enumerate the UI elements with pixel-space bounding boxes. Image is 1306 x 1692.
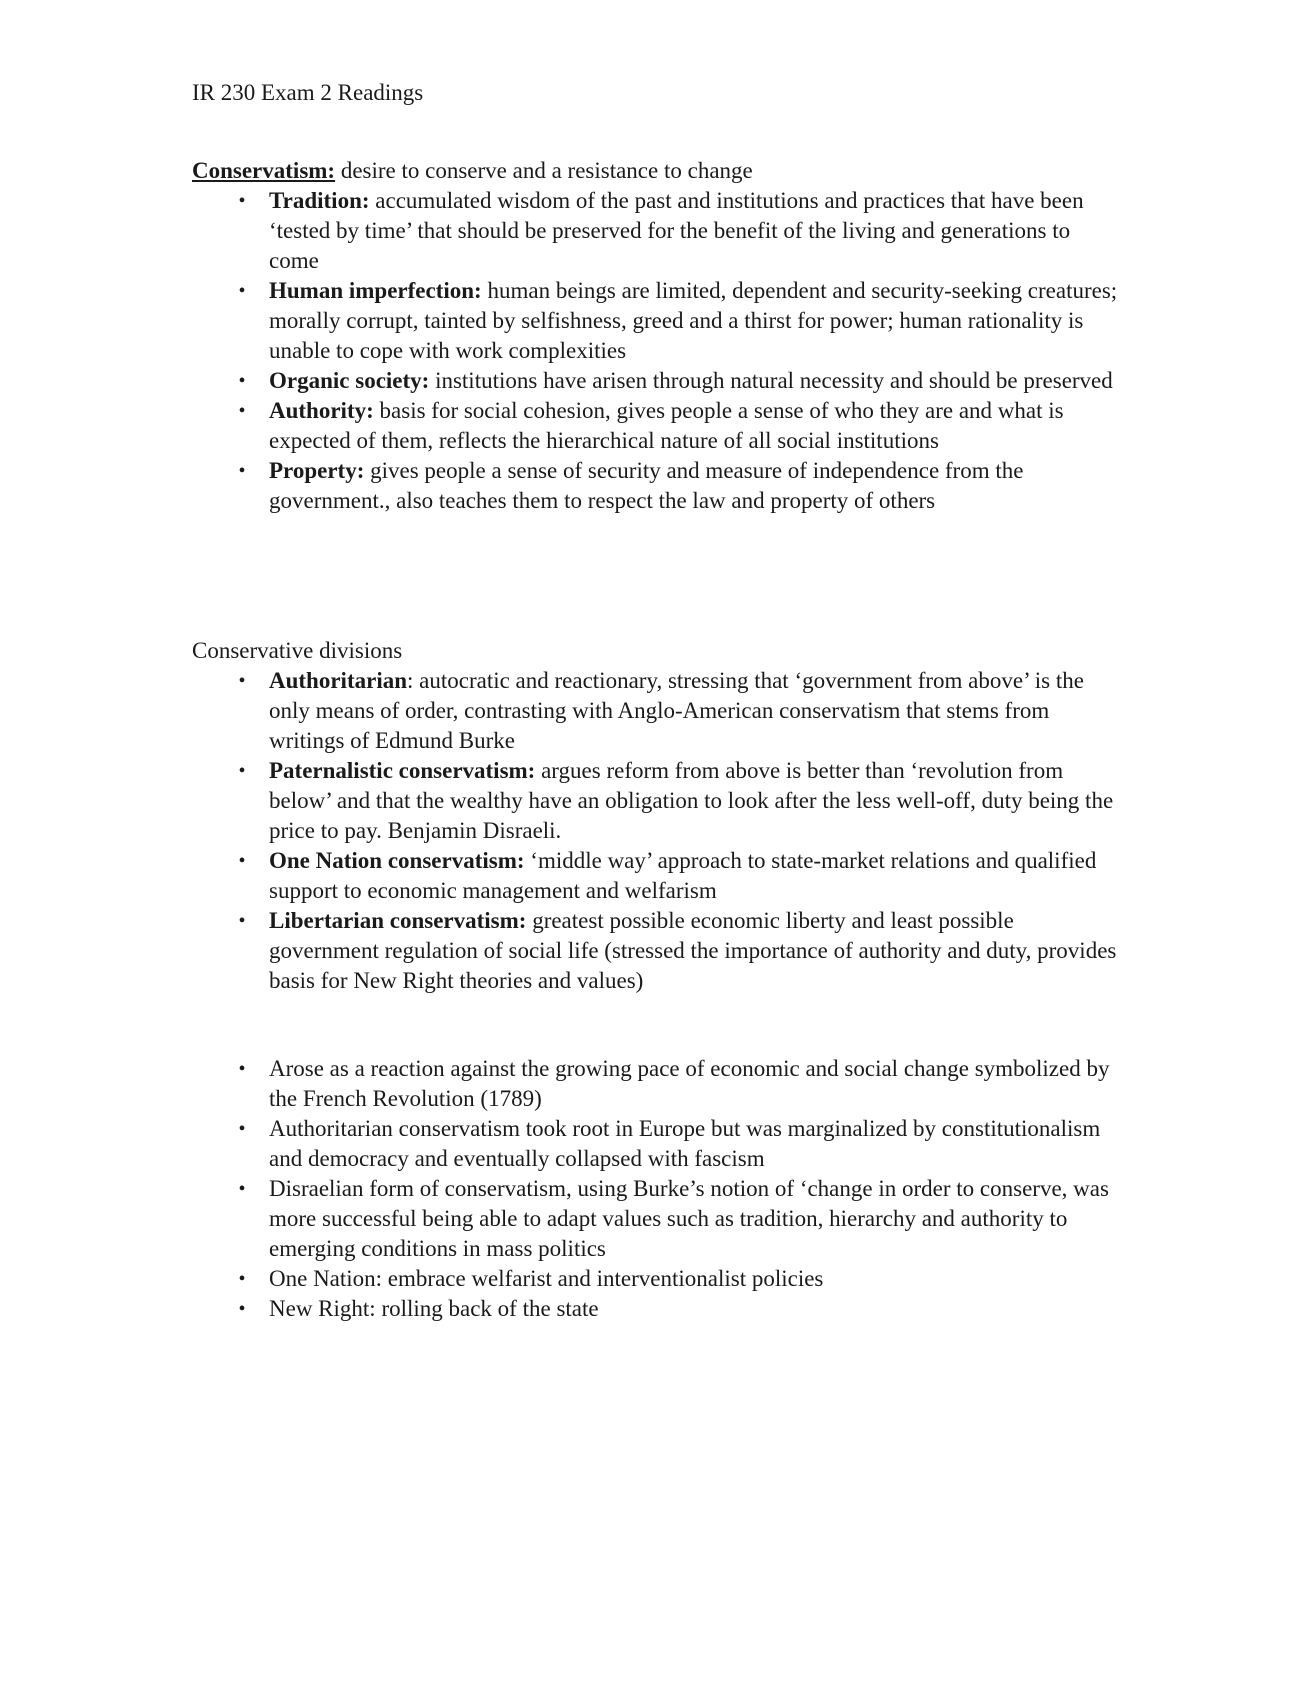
list-item [192,1054,1122,1114]
list-item-paternalistic [192,756,1122,846]
item-text: One Nation: embrace welfarist and interventionalist policies [269,1266,824,1291]
item-text: human beings are limited, dependent and security-seeking creatures; morally corrupt, tainted by selfishness, greed and a thirst for power; human rationality is unable to cope with work complexities [269,278,1118,363]
history-section [192,1054,1122,1324]
item-text: accumulated wisdom of the past and institutions and practices that have been ‘tested by time’ that should be preserved for the benefit of the living and generations to come [269,188,1084,273]
list-item-tradition [192,186,1122,276]
bullet-icon: • [238,1178,246,1200]
bullet-icon: • [238,190,246,212]
bullet-icon: • [238,670,246,692]
history-list [192,1054,1122,1324]
item-term: Organic society: [269,368,430,393]
bullet-icon: • [238,760,246,782]
item-term: One Nation conservatism: [269,848,525,873]
item-text: basis for social cohesion, gives people a sense of who they are and what is expected of them, reflects the hierarchical nature of all social institutions [269,398,1064,453]
bullet-icon: • [238,460,246,482]
divisions-heading: Conservative divisions [192,638,403,663]
item-text: institutions have arisen through natural necessity and should be preserved [429,368,1113,393]
bullet-icon: • [238,280,246,302]
bullet-icon: • [238,850,246,872]
bullet-icon: • [238,370,246,392]
item-term: Authority: [269,398,374,423]
item-text: Arose as a reaction against the growing pace of economic and social change symbolized by the French Revolution (1789) [269,1056,1110,1111]
item-text: : autocratic and reactionary, stressing that ‘government from above’ is the only means of order, contrasting with Anglo-American conservatism that stems from writings of Edmund Burke [269,668,1084,753]
item-term: Human imperfection: [269,278,482,303]
list-item-libertarian [192,906,1122,996]
list-item-authoritarian [192,666,1122,756]
conservatism-section [192,156,1122,516]
divisions-list [192,666,1122,996]
divisions-section [192,636,1122,996]
bullet-icon: • [238,1268,246,1290]
list-item-property [192,456,1122,516]
conservatism-definition: desire to conserve and a resistance to change [335,158,753,183]
bullet-icon: • [238,400,246,422]
list-item [192,1114,1122,1174]
item-text: ‘middle way’ approach to state-market relations and qualified support to economic management and welfarism [269,848,1097,903]
conservatism-heading [192,156,1122,186]
item-text: greatest possible economic liberty and least possible government regulation of social life (stressed the importance of authority and duty, provides basis for New Right theories and values) [269,908,1117,993]
item-term: Paternalistic conservatism: [269,758,536,783]
item-text: argues reform from above is better than ‘revolution from below’ and that the wealthy have an obligation to look after the less well-off, duty being the price to pay. Benjamin Disraeli. [269,758,1114,843]
item-text: Authoritarian conservatism took root in Europe but was marginalized by constitutionalism and democracy and eventually collapsed with fascism [269,1116,1101,1171]
list-item [192,1174,1122,1264]
document-title: IR 230 Exam 2 Readings [192,80,424,105]
list-item-organic-society [192,366,1122,396]
item-term: Libertarian conservatism: [269,908,527,933]
bullet-icon: • [238,1058,246,1080]
bullet-icon: • [238,1118,246,1140]
item-term: Property: [269,458,365,483]
item-text: gives people a sense of security and measure of independence from the government., also teaches them to respect the law and property of others [269,458,1024,513]
conservatism-list [192,186,1122,516]
item-term: Tradition: [269,188,370,213]
list-item-one-nation [192,846,1122,906]
item-term: Authoritarian [269,668,407,693]
list-item-authority [192,396,1122,456]
bullet-icon: • [238,910,246,932]
list-item [192,1264,1122,1294]
list-item [192,1294,1122,1324]
bullet-icon: • [238,1298,246,1320]
conservatism-term: Conservatism: [192,158,336,183]
list-item-human-imperfection [192,276,1122,366]
item-text: New Right: rolling back of the state [269,1296,599,1321]
item-text: Disraelian form of conservatism, using Burke’s notion of ‘change in order to conserve, was more successful being able to adapt values such as tradition, hierarchy and authority to emerging conditions in mass politics [269,1176,1109,1261]
